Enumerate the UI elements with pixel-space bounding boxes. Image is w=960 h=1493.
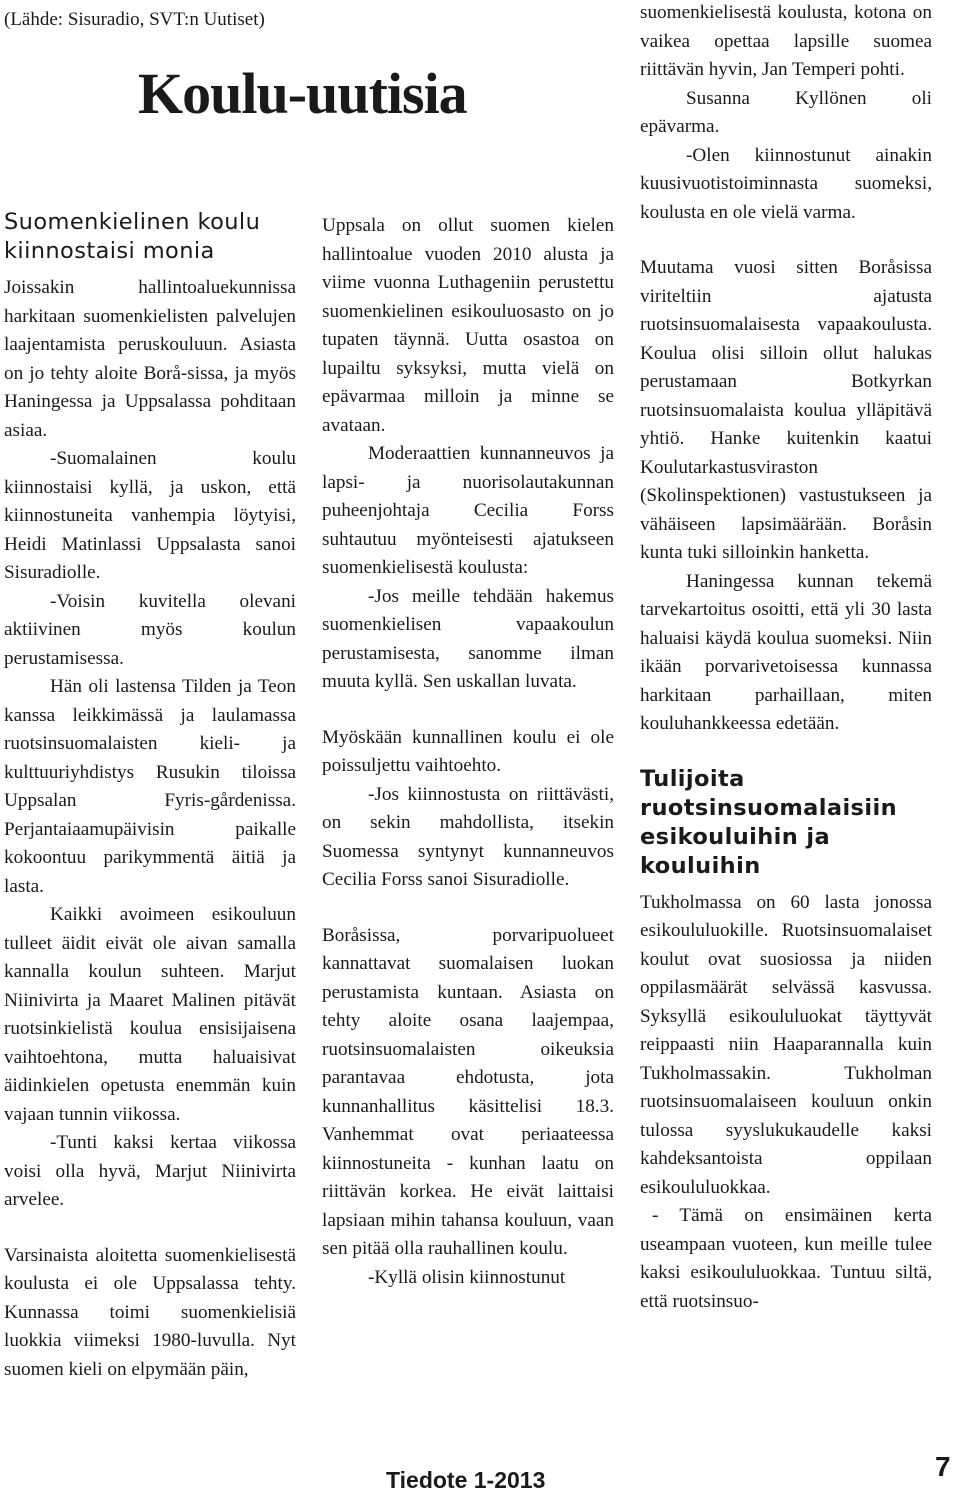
article-headline: Tulijoita ruotsinsuomalaisiin esikouluihin ja kouluihin bbox=[640, 765, 897, 879]
paragraph: Susanna Kyllönen oli epävarma. bbox=[640, 87, 932, 137]
paragraph: -Tunti kaksi kertaa viikossa voisi olla hyvä, Marjut Niinivirta arvelee. bbox=[4, 1132, 296, 1210]
paragraph: Joissakin hallintoaluekunnissa harkitaan suomenkielisten palvelujen laajentamista peruskouluun. Asiasta on jo tehty aloite Borå-sissa, ja myös Haningessa ja Uppsalassa pohditaan asiaa. bbox=[4, 277, 296, 441]
column-3 bbox=[640, 0, 932, 1316]
paragraph: - Tämä on ensimäinen kerta useampaan vuoteen, kun meille tulee kaksi esikoululuokkaa. Tuntuu siltä, että ruotsinsuo- bbox=[640, 1205, 932, 1312]
paragraph: Myöskään kunnallinen koulu ei ole poissuljettu vaihtoehto. bbox=[322, 726, 614, 776]
paragraph: Uppsala on ollut suomen kielen hallintoalue vuoden 2010 alusta ja viime vuonna Luthageniin perustettu suomenkielinen esikouluosasto on jo tupaten täynnä. Uutta osastoa on lupailtu syksyksi, mutta vielä on epävarmaa milloin ja minne se avataan. bbox=[322, 215, 614, 436]
page-number: 7 bbox=[935, 1451, 951, 1482]
article-headline: Suomenkielinen koulu kiinnostaisi monia bbox=[4, 209, 261, 264]
paragraph: Haningessa kunnan tekemä tarvekartoitus osoitti, että yli 30 lasta haluaisi käydä koulua suomeksi. Niin ikään porvarivetoisessa kunnassa harkitaan parhaillaan, miten kouluhankkeessa edetään. bbox=[640, 570, 932, 734]
paragraph: Boråsissa, porvaripuolueet kannattavat suomalaisen luokan perustamista kuntaan. Asiasta on tehty aloite osana laajempaa, ruotsinsuomalaisten oikeuksia parantavaa ehdotusta, jota kunnanhallitus käsittelisi 18.3. Vanhemmat ovat periaateessa kiinnostuneita - kunhan laatu on riittävän korkea. He eivät laittaisi lapsiaan mihin tahansa kouluun, vaan sen pitää olla rauhallinen koulu. bbox=[322, 924, 614, 1259]
paragraph: -Suomalainen koulu kiinnostaisi kyllä, ja uskon, että kiinnostuneita vanhempia löytyisi, Heidi Matinlassi Uppsalasta sanoi Sisuradiolle. bbox=[4, 448, 296, 583]
publication-footer: Tiedote 1-2013 bbox=[386, 1467, 546, 1493]
column-1 bbox=[4, 208, 296, 1384]
paragraph: Hän oli lastensa Tilden ja Teon kanssa leikkimässä ja laulamassa ruotsinsuomalaisten kieli- ja kulttuuriyhdistys Rusukin tiloissa Uppsalan Fyris-gårdenissa. Perjantaiaamupäivisin paikalle kokoontuu parikymmentä äitiä ja lasta. bbox=[4, 676, 296, 897]
paragraph: suomenkielisestä koulusta, kotona on vaikea opettaa lapsille suomea riittävän hyvin, Jan Temperi pohti. bbox=[640, 2, 932, 80]
paragraph: -Olen kiinnostunut ainakin kuusivuotistoiminnasta suomeksi, koulusta en ole vielä varma. bbox=[640, 144, 932, 223]
paragraph: -Jos meille tehdään hakemus suomenkielisen vapaakoulun perustamisesta, sanomme ilman muuta kyllä. Sen uskallan luvata. bbox=[322, 585, 614, 692]
paragraph: Varsinaista aloitetta suomenkielisestä koulusta ei ole Uppsalassa tehty. Kunnassa toimi suomenkielisiä luokkia viimeksi 1980-luvulla. Nyt suomen kieli on elpymään päin, bbox=[4, 1244, 296, 1380]
paragraph: -Voisin kuvitella olevani aktiivinen myös koulun perustamisessa. bbox=[4, 590, 296, 669]
paragraph: -Kyllä olisin kiinnostunut bbox=[368, 1266, 566, 1288]
paragraph: Moderaattien kunnanneuvos ja lapsi- ja nuorisolautakunnan puheenjohtaja Cecilia Forss suhtautuu myönteisesti ajatukseen suomenkielisestä koulusta: bbox=[322, 443, 614, 578]
source-credit: (Lähde: Sisuradio, SVT:n Uutiset) bbox=[4, 9, 265, 30]
paragraph: Muutama vuosi sitten Boråsissa viriteltiin ajatusta ruotsinsuomalaisesta vapaakoulusta. Koulua olisi silloin ollut halukas perustamaan Botkyrkan ruotsinsuomalaista koulua ylläpitävä yhtiö. Hanke kuitenkin kaatui Koulutarkastusviraston (Skolinspektionen) vastustukseen ja vähäiseen lapsimäärään. Boråsin kunta tuki silloinkin hanketta. bbox=[640, 257, 932, 563]
column-2 bbox=[322, 212, 614, 1292]
paragraph: Tukholmassa on 60 lasta jonossa esikoululuokille. Ruotsinsuomalaiset koulut ovat suosiossa ja niiden oppilasmäärät selvässä kasvussa. Syksyllä esikoululuokat täyttyvät reippaasti niin Haaparannalla kuin Tukholmassakin. Tukholman ruotsinsuomalaiseen kouluun onkin tulossa syyslukukaudelle kaksi kahdeksantoista oppilaan esikoululuokkaa. bbox=[640, 891, 932, 1198]
paragraph: -Jos kiinnostusta on riittävästi, on sekin mahdollista, itsekin Suomessa syntynyt kunnanneuvos Cecilia Forss sanoi Sisuradiolle. bbox=[322, 783, 614, 890]
section-masthead: Koulu-uutisia bbox=[138, 61, 467, 126]
paragraph: Kaikki avoimeen esikouluun tulleet äidit eivät ole aivan samalla kannalla koulun suhteen. Marjut Niinivirta ja Maaret Malinen pitävät ruotsinkielistä koulua ensisijaisena vaihtoehtona, mutta haluaisivat äidinkielen opetusta enemmän kuin vajaan tunnin viikossa. bbox=[4, 904, 296, 1125]
